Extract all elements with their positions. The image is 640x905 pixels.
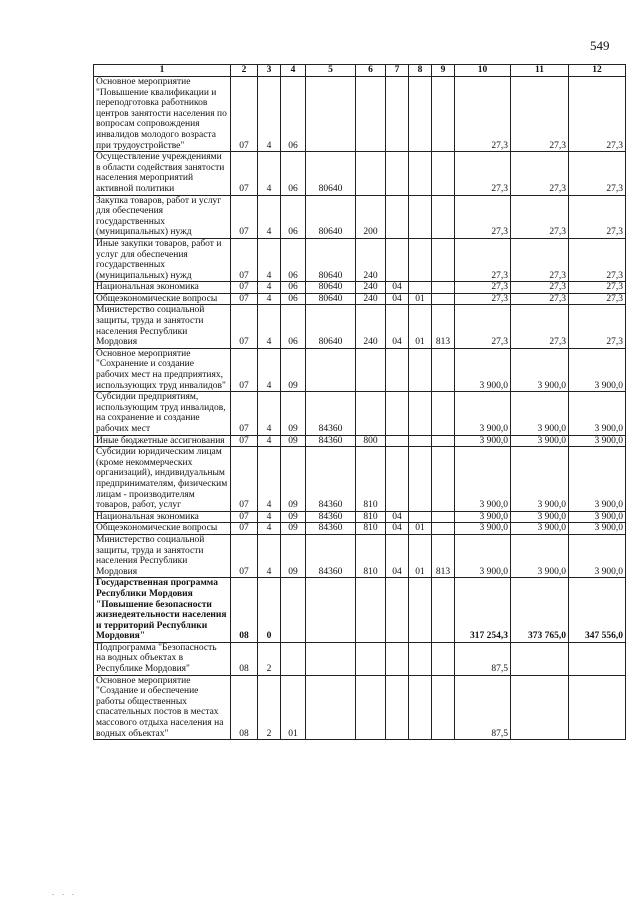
- budget-table: [93, 64, 626, 740]
- ministry-code: [432, 447, 455, 512]
- amount-year-3: 27,3: [569, 195, 626, 238]
- expense-code: 80640: [306, 282, 356, 294]
- column-header-12: 12: [569, 65, 626, 77]
- section-code: 07: [231, 152, 258, 195]
- amount-year-2: 27,3: [511, 282, 569, 294]
- program-code: 09: [281, 348, 306, 391]
- chapter: 04: [386, 511, 409, 523]
- subsection-code: 4: [258, 77, 281, 152]
- section-code: 07: [231, 348, 258, 391]
- subsection-code: 4: [258, 238, 281, 281]
- amount-year-3: 27,3: [569, 282, 626, 294]
- amount-year-2: 27,3: [511, 195, 569, 238]
- amount-year-2: 27,3: [511, 152, 569, 195]
- expense-code: 84360: [306, 511, 356, 523]
- ministry-code: 813: [432, 534, 455, 577]
- subchapter: [409, 238, 432, 281]
- table-row: [94, 447, 626, 512]
- chapter: [386, 77, 409, 152]
- section-code: 07: [231, 534, 258, 577]
- expense-type: 240: [356, 293, 386, 305]
- expense-type: 810: [356, 447, 386, 512]
- scan-dots: . . .: [52, 888, 77, 897]
- expense-type: [356, 675, 386, 740]
- amount-year-1: 3 900,0: [455, 511, 511, 523]
- amount-year-1: 317 254,3: [455, 578, 511, 643]
- amount-year-2: 3 900,0: [511, 534, 569, 577]
- page-number: 549: [590, 38, 610, 53]
- program-code: 06: [281, 293, 306, 305]
- amount-year-1: 27,3: [455, 238, 511, 281]
- column-header-5: 5: [306, 65, 356, 77]
- row-name: Субсидии предприятиям, использующим труд инвалидов, на сохранение и создание рабочих мест: [94, 392, 231, 435]
- row-name: Основное мероприятие "Повышение квалификации и переподготовка работников центров занятости населения по вопросам сопровождения инвалидов молодого возраста при трудоустройстве": [94, 77, 231, 152]
- amount-year-3: 3 900,0: [569, 348, 626, 391]
- section-code: 07: [231, 305, 258, 348]
- row-name: Субсидии юридическим лицам (кроме некоммерческих организаций), индивидуальным предпринимателям, физическим лицам - производителям товаров, работ, услуг: [94, 447, 231, 512]
- expense-code: [306, 675, 356, 740]
- chapter: [386, 578, 409, 643]
- table-row: [94, 642, 626, 675]
- program-code: [281, 642, 306, 675]
- expense-code: 80640: [306, 305, 356, 348]
- program-code: 01: [281, 675, 306, 740]
- expense-type: 240: [356, 238, 386, 281]
- expense-code: [306, 642, 356, 675]
- ministry-code: [432, 392, 455, 435]
- amount-year-1: 3 900,0: [455, 523, 511, 535]
- column-header-2: 2: [231, 65, 258, 77]
- subsection-code: 4: [258, 152, 281, 195]
- chapter: [386, 675, 409, 740]
- amount-year-1: 27,3: [455, 195, 511, 238]
- expense-code: 80640: [306, 195, 356, 238]
- table-row: [94, 282, 626, 294]
- row-name: Национальная экономика: [94, 511, 231, 523]
- subchapter: [409, 152, 432, 195]
- amount-year-2: 3 900,0: [511, 348, 569, 391]
- amount-year-2: 3 900,0: [511, 392, 569, 435]
- expense-type: [356, 77, 386, 152]
- column-header-8: 8: [409, 65, 432, 77]
- amount-year-1: 27,3: [455, 282, 511, 294]
- ministry-code: 813: [432, 305, 455, 348]
- program-code: 06: [281, 282, 306, 294]
- table-row: [94, 392, 626, 435]
- program-code: 09: [281, 523, 306, 535]
- amount-year-3: [569, 642, 626, 675]
- subsection-code: 4: [258, 511, 281, 523]
- row-name: Министерство социальной защиты, труда и занятости населения Республики Мордовия: [94, 534, 231, 577]
- program-code: 09: [281, 435, 306, 447]
- chapter: 04: [386, 534, 409, 577]
- table-row: [94, 523, 626, 535]
- expense-type: [356, 152, 386, 195]
- subsection-code: 4: [258, 293, 281, 305]
- row-name: Иные закупки товаров, работ и услуг для обеспечения государственных (муниципальных) нужд: [94, 238, 231, 281]
- section-code: 07: [231, 293, 258, 305]
- table-row: [94, 578, 626, 643]
- chapter: 04: [386, 523, 409, 535]
- ministry-code: [432, 238, 455, 281]
- row-name: Закупка товаров, работ и услуг для обеспечения государственных (муниципальных) нужд: [94, 195, 231, 238]
- expense-code: 84360: [306, 392, 356, 435]
- expense-type: [356, 578, 386, 643]
- subchapter: [409, 392, 432, 435]
- chapter: [386, 392, 409, 435]
- ministry-code: [432, 195, 455, 238]
- ministry-code: [432, 642, 455, 675]
- amount-year-2: 3 900,0: [511, 511, 569, 523]
- amount-year-1: 27,3: [455, 293, 511, 305]
- subchapter: 01: [409, 534, 432, 577]
- row-name: Национальная экономика: [94, 282, 231, 294]
- table-body: [94, 77, 626, 740]
- row-name: Общеэкономические вопросы: [94, 293, 231, 305]
- chapter: 04: [386, 282, 409, 294]
- expense-type: 810: [356, 534, 386, 577]
- table-row: [94, 305, 626, 348]
- column-header-3: 3: [258, 65, 281, 77]
- column-header-4: 4: [281, 65, 306, 77]
- row-name: Иные бюджетные ассигнования: [94, 435, 231, 447]
- expense-code: 84360: [306, 435, 356, 447]
- table-row: [94, 435, 626, 447]
- subsection-code: 4: [258, 282, 281, 294]
- chapter: [386, 238, 409, 281]
- column-header-6: 6: [356, 65, 386, 77]
- amount-year-2: 27,3: [511, 238, 569, 281]
- expense-type: 810: [356, 523, 386, 535]
- amount-year-3: 27,3: [569, 77, 626, 152]
- ministry-code: [432, 435, 455, 447]
- table-row: [94, 238, 626, 281]
- amount-year-3: 3 900,0: [569, 447, 626, 512]
- program-code: 06: [281, 305, 306, 348]
- amount-year-1: 3 900,0: [455, 435, 511, 447]
- subchapter: [409, 675, 432, 740]
- subsection-code: 2: [258, 642, 281, 675]
- amount-year-2: 3 900,0: [511, 435, 569, 447]
- subchapter: [409, 578, 432, 643]
- chapter: 04: [386, 305, 409, 348]
- section-code: 07: [231, 523, 258, 535]
- amount-year-3: [569, 675, 626, 740]
- amount-year-1: 87,5: [455, 675, 511, 740]
- expense-type: [356, 642, 386, 675]
- section-code: 08: [231, 642, 258, 675]
- row-name: Министерство социальной защиты, труда и занятости населения Республики Мордовия: [94, 305, 231, 348]
- section-code: 07: [231, 195, 258, 238]
- subsection-code: 4: [258, 435, 281, 447]
- expense-code: [306, 77, 356, 152]
- expense-type: 800: [356, 435, 386, 447]
- section-code: 07: [231, 282, 258, 294]
- program-code: 06: [281, 195, 306, 238]
- ministry-code: [432, 511, 455, 523]
- amount-year-3: 3 900,0: [569, 523, 626, 535]
- chapter: [386, 348, 409, 391]
- chapter: 04: [386, 293, 409, 305]
- chapter: [386, 642, 409, 675]
- expense-code: 80640: [306, 293, 356, 305]
- subsection-code: 4: [258, 534, 281, 577]
- amount-year-1: 3 900,0: [455, 392, 511, 435]
- amount-year-2: [511, 642, 569, 675]
- subchapter: 01: [409, 305, 432, 348]
- subsection-code: 4: [258, 195, 281, 238]
- ministry-code: [432, 523, 455, 535]
- amount-year-3: 347 556,0: [569, 578, 626, 643]
- expense-type: 240: [356, 282, 386, 294]
- amount-year-2: 27,3: [511, 305, 569, 348]
- amount-year-2: 27,3: [511, 77, 569, 152]
- ministry-code: [432, 152, 455, 195]
- subchapter: [409, 642, 432, 675]
- subsection-code: 2: [258, 675, 281, 740]
- column-header-7: 7: [386, 65, 409, 77]
- section-code: 07: [231, 511, 258, 523]
- ministry-code: [432, 77, 455, 152]
- amount-year-3: 27,3: [569, 152, 626, 195]
- amount-year-2: 3 900,0: [511, 523, 569, 535]
- amount-year-3: 3 900,0: [569, 511, 626, 523]
- table-row: [94, 152, 626, 195]
- section-code: 08: [231, 675, 258, 740]
- amount-year-1: 3 900,0: [455, 447, 511, 512]
- row-name: Основное мероприятие "Создание и обеспечение работы общественных спасательных постов в местах массового отдыха населения на водных объектах": [94, 675, 231, 740]
- subchapter: [409, 511, 432, 523]
- program-code: 09: [281, 534, 306, 577]
- amount-year-2: 27,3: [511, 293, 569, 305]
- amount-year-3: 27,3: [569, 238, 626, 281]
- table-row: [94, 675, 626, 740]
- column-header-10: 10: [455, 65, 511, 77]
- amount-year-1: 3 900,0: [455, 534, 511, 577]
- expense-code: 84360: [306, 534, 356, 577]
- ministry-code: [432, 348, 455, 391]
- expense-type: 200: [356, 195, 386, 238]
- chapter: [386, 152, 409, 195]
- table-row: [94, 293, 626, 305]
- amount-year-3: 27,3: [569, 305, 626, 348]
- expense-type: [356, 392, 386, 435]
- subsection-code: 4: [258, 392, 281, 435]
- section-code: 08: [231, 578, 258, 643]
- program-code: [281, 578, 306, 643]
- amount-year-1: 27,3: [455, 152, 511, 195]
- header-row: [94, 65, 626, 77]
- row-name: Осуществление учреждениями в области содействия занятости населения мероприятий активной политики: [94, 152, 231, 195]
- ministry-code: [432, 675, 455, 740]
- expense-code: 80640: [306, 238, 356, 281]
- subchapter: [409, 435, 432, 447]
- amount-year-3: 3 900,0: [569, 435, 626, 447]
- table-row: [94, 195, 626, 238]
- program-code: 06: [281, 152, 306, 195]
- expense-code: 80640: [306, 152, 356, 195]
- column-header-1: 1: [94, 65, 231, 77]
- amount-year-2: [511, 675, 569, 740]
- section-code: 07: [231, 435, 258, 447]
- amount-year-3: 3 900,0: [569, 534, 626, 577]
- subsection-code: 4: [258, 447, 281, 512]
- program-code: 09: [281, 392, 306, 435]
- row-name: Подпрограмма "Безопасность на водных объектах в Республике Мордовия": [94, 642, 231, 675]
- program-code: 06: [281, 77, 306, 152]
- subchapter: [409, 77, 432, 152]
- expense-code: [306, 348, 356, 391]
- subsection-code: 4: [258, 523, 281, 535]
- section-code: 07: [231, 238, 258, 281]
- expense-code: 84360: [306, 523, 356, 535]
- table-row: [94, 348, 626, 391]
- subchapter: [409, 282, 432, 294]
- subchapter: 01: [409, 293, 432, 305]
- amount-year-1: 3 900,0: [455, 348, 511, 391]
- section-code: 07: [231, 392, 258, 435]
- table-row: [94, 534, 626, 577]
- column-header-9: 9: [432, 65, 455, 77]
- subsection-code: 0: [258, 578, 281, 643]
- ministry-code: [432, 578, 455, 643]
- column-header-11: 11: [511, 65, 569, 77]
- chapter: [386, 447, 409, 512]
- row-name: Общеэкономические вопросы: [94, 523, 231, 535]
- amount-year-1: 27,3: [455, 305, 511, 348]
- subsection-code: 4: [258, 348, 281, 391]
- amount-year-1: 27,3: [455, 77, 511, 152]
- ministry-code: [432, 293, 455, 305]
- amount-year-3: 27,3: [569, 293, 626, 305]
- ministry-code: [432, 282, 455, 294]
- amount-year-1: 87,5: [455, 642, 511, 675]
- program-code: 09: [281, 511, 306, 523]
- table-row: [94, 77, 626, 152]
- chapter: [386, 195, 409, 238]
- table-row: [94, 511, 626, 523]
- amount-year-2: 3 900,0: [511, 447, 569, 512]
- subchapter: [409, 447, 432, 512]
- subchapter: [409, 195, 432, 238]
- amount-year-3: 3 900,0: [569, 392, 626, 435]
- program-code: 09: [281, 447, 306, 512]
- expense-type: 240: [356, 305, 386, 348]
- subchapter: 01: [409, 523, 432, 535]
- program-code: 06: [281, 238, 306, 281]
- subsection-code: 4: [258, 305, 281, 348]
- expense-type: [356, 348, 386, 391]
- chapter: [386, 435, 409, 447]
- amount-year-2: 373 765,0: [511, 578, 569, 643]
- expense-code: [306, 578, 356, 643]
- expense-type: 810: [356, 511, 386, 523]
- section-code: 07: [231, 447, 258, 512]
- expense-code: 84360: [306, 447, 356, 512]
- row-name: Основное мероприятие "Сохранение и создание рабочих мест на предприятиях, использующих труд инвалидов": [94, 348, 231, 391]
- subchapter: [409, 348, 432, 391]
- section-code: 07: [231, 77, 258, 152]
- row-name: Государственная программа Республики Мордовия "Повышение безопасности жизнедеятельности населения и территорий Республики Мордовия": [94, 578, 231, 643]
